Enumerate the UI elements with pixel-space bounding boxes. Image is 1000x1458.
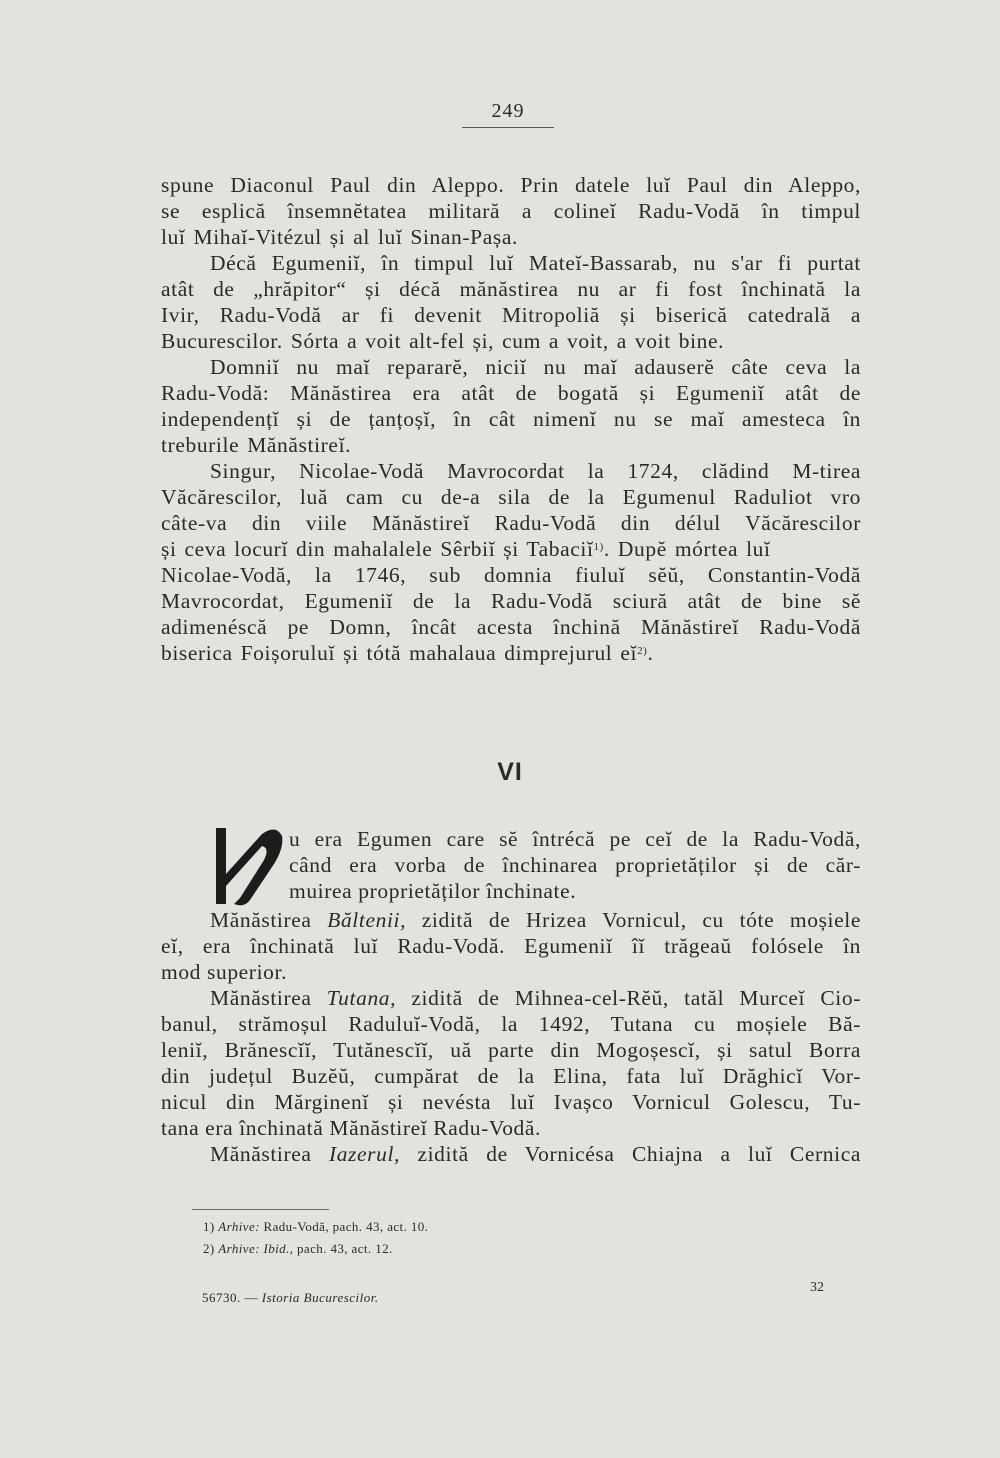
text-fragment: . [647, 641, 654, 665]
text-line-with-footnote [161, 536, 861, 562]
footnote-1 [203, 1216, 428, 1238]
monastery-name: Iazerul, [328, 1142, 401, 1166]
footnote-text: Radu-Vodă, pach. 43, act. 10. [263, 1219, 429, 1234]
text-line: când era vorba de închinarea proprietăților și de căr- [289, 853, 861, 877]
footnote-text: pach. 43, act. 12. [297, 1241, 393, 1256]
text-line: Ivir, Radu-Vodă ar fi devenit Mitropoliă și biserică catedrală a [161, 303, 861, 327]
text-line: luĭ Mihaĭ-Vitézul și al luĭ Sinan-Pașa. [161, 225, 518, 249]
text-line: Nicolae-Vodă, la 1746, sub domnia fiuluĭ sĕŭ, Constantin-Vodă [161, 563, 861, 587]
footnote-source: Arhive: [218, 1219, 260, 1234]
text-line: mod superior. [161, 960, 288, 984]
footnote-ref: 2) [637, 645, 648, 657]
monastery-name: Tutana, [326, 986, 397, 1010]
text-line: banul, strămoșul Raduluĭ-Vodă, la 1492, Tutana cu moșiele Bă- [161, 1012, 861, 1036]
text-line: leniĭ, Brănescĭĭ, Tutănescĭĭ, uă parte din Mogoșescĭ, și satul Borra [161, 1038, 861, 1062]
text-line: Bucurescilor. Sórta a voit alt-fel și, cum a voit, a voit bine. [161, 329, 725, 353]
imprint-code: 56730. — [202, 1290, 258, 1305]
text-fragment: zidită de Vornicésa Chiajna a luĭ Cernica [400, 1142, 861, 1166]
text-line: Mavrocordat, Egumeniĭ de la Radu-Vodă sciură atât de bine sĕ [161, 589, 861, 613]
text-line: tana era închinată Mănăstireĭ Radu-Vodă. [161, 1116, 542, 1140]
section-body [161, 908, 861, 1168]
page-number: 249 [491, 100, 525, 122]
text-line: treburile Mănăstireĭ. [161, 433, 352, 457]
footnote-source: Arhive: [218, 1241, 260, 1256]
text-line: atât de „hrăpitor“ și décă mănăstirea nu ar fi fost închinată la [161, 277, 861, 301]
text-line: Domniĭ nu maĭ repararĕ, niciĭ nu maĭ adauserĕ câte ceva la [210, 355, 861, 379]
header-rule [462, 127, 554, 128]
text-fragment: Mănăstirea [210, 986, 327, 1010]
footnote-rule [192, 1209, 329, 1210]
footnote-2 [203, 1238, 428, 1260]
imprint-title: Istoria Bucurescilor. [261, 1290, 379, 1305]
text-line: Singur, Nicolae-Vodă Mavrocordat la 1724, clădind M-tirea [210, 459, 861, 483]
footnotes [203, 1216, 428, 1260]
footnote-ibid: Ibid., [263, 1241, 294, 1256]
text-line: adimenéscă pe Domn, încât acesta închină Mănăstireĭ Radu-Vodă [161, 615, 861, 639]
text-line: Décă Egumeniĭ, în timpul luĭ Mateĭ-Bassarab, nu s'ar fi purtat [210, 251, 861, 275]
text-line: nicul din Mărginenĭ și nevésta luĭ Ivașco Vornicul Golescu, Tu- [161, 1090, 861, 1114]
text-line: se esplică însemnĕtatea militară a colineĭ Radu-Vodă în timpul [161, 199, 861, 223]
text-line: muirea proprietăților închinate. [289, 879, 577, 903]
sheet-signature-number: 32 [810, 1280, 824, 1295]
text-fragment: zidită de Hrizea Vornicul, cu tóte moșiele [406, 908, 861, 932]
text-fragment: zidită de Mihnea-cel-Rĕŭ, tatăl Murceĭ Cio- [396, 986, 861, 1010]
footnote-marker: 2) [203, 1241, 215, 1256]
text-line: câte-va din viile Mănăstireĭ Radu-Vodă din délul Văcărescilor [161, 511, 861, 535]
monastery-name: Băltenii, [327, 908, 407, 932]
text-line: din județul Buzĕŭ, cumpărat de la Elina, fata luĭ Drăghicĭ Vor- [161, 1064, 861, 1088]
text-fragment: Mănăstirea [210, 1142, 329, 1166]
text-line-with-footnote [161, 640, 861, 666]
text-line: spune Diaconul Paul din Aleppo. Prin datele luĭ Paul din Aleppo, [161, 173, 861, 197]
text-line: independențĭ și de țanțoșĭ, în cât nimenĭ nu se maĭ amesteca în [161, 407, 861, 431]
text-fragment: . Dupĕ mórtea luĭ [603, 537, 771, 561]
text-fragment: și ceva locurĭ din mahalalele Sêrbiĭ și Tabaciĭ [161, 537, 594, 561]
text-line: u era Egumen care sĕ întrécă pe ceĭ de la Radu-Vodă, [289, 827, 861, 851]
printer-imprint [202, 1290, 379, 1306]
text-line: Radu-Vodă: Mănăstirea era atât de bogată și Egumeniĭ atât de [161, 381, 861, 405]
drop-cap-initial [210, 824, 284, 908]
text-line: Văcărescilor, luă cam cu de-a sila de la Egumenul Raduliot vro [161, 485, 861, 509]
footnote-marker: 1) [203, 1219, 215, 1234]
text-fragment: biserica Foișoruluĭ și tótă mahalaua dimprejurul eĭ [161, 641, 638, 665]
footnote-ref: 1) [593, 541, 604, 553]
text-line: eĭ, era închinată luĭ Radu-Vodă. Egumeniĭ îĭ trăgeaŭ folósele în [161, 934, 861, 958]
text-fragment: Mănăstirea [210, 908, 328, 932]
section-first-lines [289, 826, 861, 904]
text-line [161, 1142, 861, 1168]
section-heading: VI [497, 758, 523, 786]
body-text-top [161, 172, 861, 666]
text-line [161, 986, 861, 1012]
text-line [161, 908, 861, 934]
